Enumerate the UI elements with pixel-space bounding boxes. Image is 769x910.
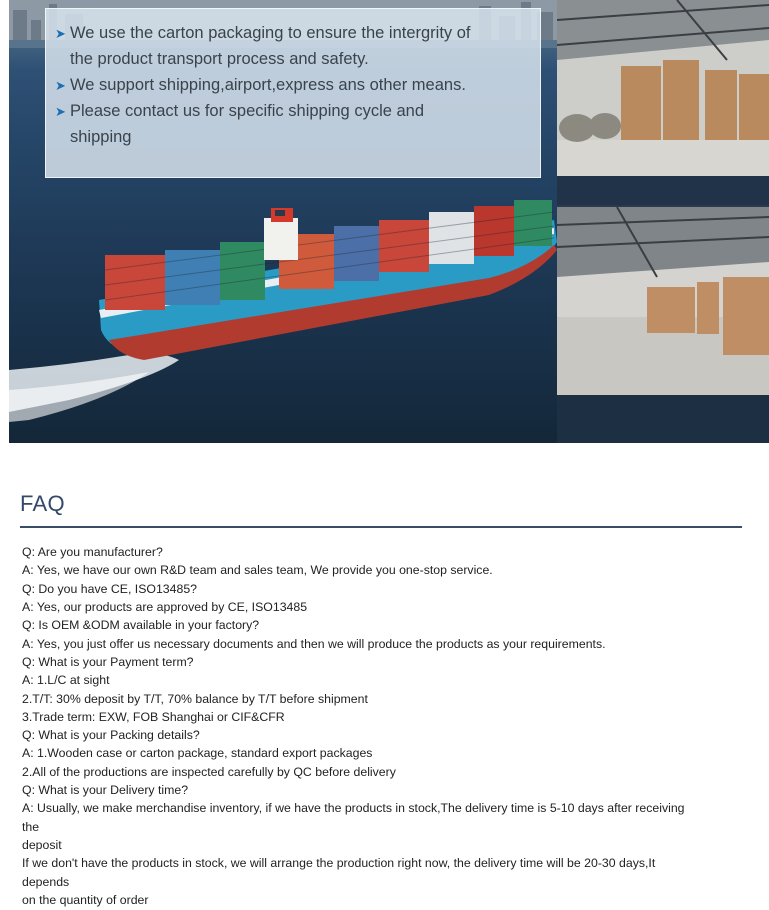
- faq-answer: on the quantity of order: [22, 892, 149, 907]
- image-gap: [557, 176, 769, 205]
- bullet-line-continued: shipping: [70, 128, 132, 146]
- faq-answer: A: 1.Wooden case or carton package, standard export packages: [22, 746, 373, 761]
- shipping-banner: [9, 0, 769, 443]
- warehouse-photo-2: [557, 205, 769, 397]
- faq-answer: A: 1.L/C at sight: [22, 673, 110, 688]
- faq-heading: FAQ: [20, 491, 65, 516]
- faq-answer: If we don't have the products in stock, we will arrange the production right now, the delivery time will be 20-30 days,It: [22, 856, 656, 871]
- faq-answer: A: Yes, you just offer us necessary documents and then we will produce the products as your requirements.: [22, 636, 606, 651]
- warehouse-photo-1: [557, 0, 769, 176]
- faq-list: [22, 543, 742, 909]
- faq-answer: A: Yes, our products are approved by CE, ISO13485: [22, 599, 308, 614]
- faq-answer: A: Usually, we make merchandise inventory, if we have the products in stock,The delivery time is 5-10 days after receiving: [22, 801, 685, 816]
- arrow-bullet-icon: ➤: [55, 104, 66, 119]
- faq-question: Q: What is your Delivery time?: [22, 783, 189, 798]
- faq-question: Q: Do you have CE, ISO13485?: [22, 581, 197, 596]
- bullet-line: ➤ Please contact us for specific shipping cycle and: [70, 99, 424, 124]
- bullet-line: ➤ We use the carton packaging to ensure the intergrity of: [70, 21, 471, 46]
- faq-answer: the: [22, 819, 40, 834]
- faq-answer: 3.Trade term: EXW, FOB Shanghai or CIF&CFR: [22, 709, 285, 724]
- faq-answer: 2.T/T: 30% deposit by T/T, 70% balance by T/T before shipment: [22, 691, 368, 706]
- arrow-bullet-icon: ➤: [55, 26, 66, 41]
- bullet-line: ➤ We support shipping,airport,express ans other means.: [70, 73, 466, 98]
- bullet-line-continued: the product transport process and safety.: [70, 50, 369, 68]
- faq-answer: deposit: [22, 838, 62, 852]
- faq-answer: 2.All of the productions are inspected carefully by QC before delivery: [22, 764, 396, 779]
- arrow-bullet-icon: ➤: [55, 78, 66, 93]
- faq-question: Q: Is OEM &ODM available in your factory?: [22, 618, 260, 633]
- faq-question: Q: Are you manufacturer?: [22, 545, 163, 559]
- faq-question: Q: What is your Payment term?: [22, 654, 194, 669]
- faq-answer: depends: [22, 874, 70, 889]
- image-gap: [557, 395, 769, 443]
- faq-divider: [20, 526, 742, 528]
- container-ship-image: [9, 150, 557, 443]
- faq-answer: A: Yes, we have our own R&D team and sales team, We provide you one-stop service.: [22, 563, 493, 578]
- faq-question: Q: What is your Packing details?: [22, 728, 200, 743]
